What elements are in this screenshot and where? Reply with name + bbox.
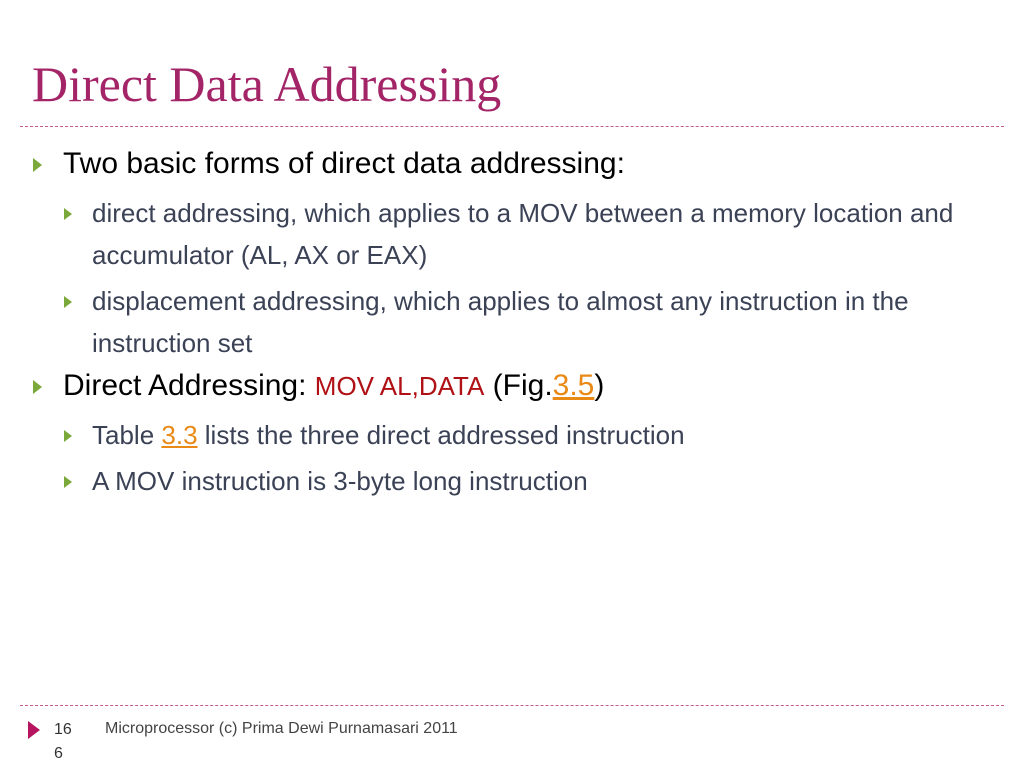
slide-title: Direct Data Addressing bbox=[32, 56, 502, 112]
figure-link[interactable]: 3.5 bbox=[552, 369, 595, 402]
page-number: 166 bbox=[54, 721, 72, 762]
sub-bullet-text: A MOV instruction is 3-byte long instruction bbox=[92, 466, 588, 496]
sub-bullet-text: displacement addressing, which applies to almost any instruction in the instruction set bbox=[92, 286, 909, 358]
sub-bullet-direct-addressing bbox=[62, 192, 990, 276]
sub-bullet-arrow-icon bbox=[64, 476, 72, 488]
sub-bullet-arrow-icon bbox=[64, 296, 72, 308]
sub-bullet-arrow-icon bbox=[64, 208, 72, 220]
sub-bullet-text-before: Table bbox=[92, 420, 162, 450]
sub-bullet-table-ref bbox=[62, 414, 990, 456]
bullet-direct-addressing bbox=[30, 368, 990, 404]
figure-ref-open: (Fig. bbox=[484, 369, 553, 402]
sub-bullet-text-after: lists the three direct addressed instruction bbox=[197, 420, 685, 450]
footer-text: Microprocessor (c) Prima Dewi Purnamasari 2011 bbox=[105, 720, 458, 737]
footer-divider bbox=[20, 705, 1004, 706]
sub-bullet-mov-length bbox=[62, 460, 990, 502]
slide-content bbox=[30, 146, 990, 506]
title-divider bbox=[20, 126, 1004, 127]
bullet-arrow-icon bbox=[33, 158, 42, 172]
figure-ref-close: ) bbox=[594, 369, 605, 402]
code-snippet: MOV AL,DATA bbox=[314, 371, 485, 401]
footer-arrow-icon bbox=[28, 721, 40, 739]
bullet-text: Two basic forms of direct data addressing: bbox=[63, 147, 625, 180]
bullet-text: Direct Addressing: bbox=[63, 369, 315, 402]
table-link[interactable]: 3.3 bbox=[161, 420, 198, 450]
sub-bullet-arrow-icon bbox=[64, 430, 72, 442]
bullet-arrow-icon bbox=[33, 380, 42, 394]
bullet-forms bbox=[30, 146, 990, 182]
sub-bullet-text: direct addressing, which applies to a MOV between a memory location and accumulator (AL, AX or EAX) bbox=[92, 198, 954, 270]
sub-bullet-displacement-addressing bbox=[62, 280, 990, 364]
